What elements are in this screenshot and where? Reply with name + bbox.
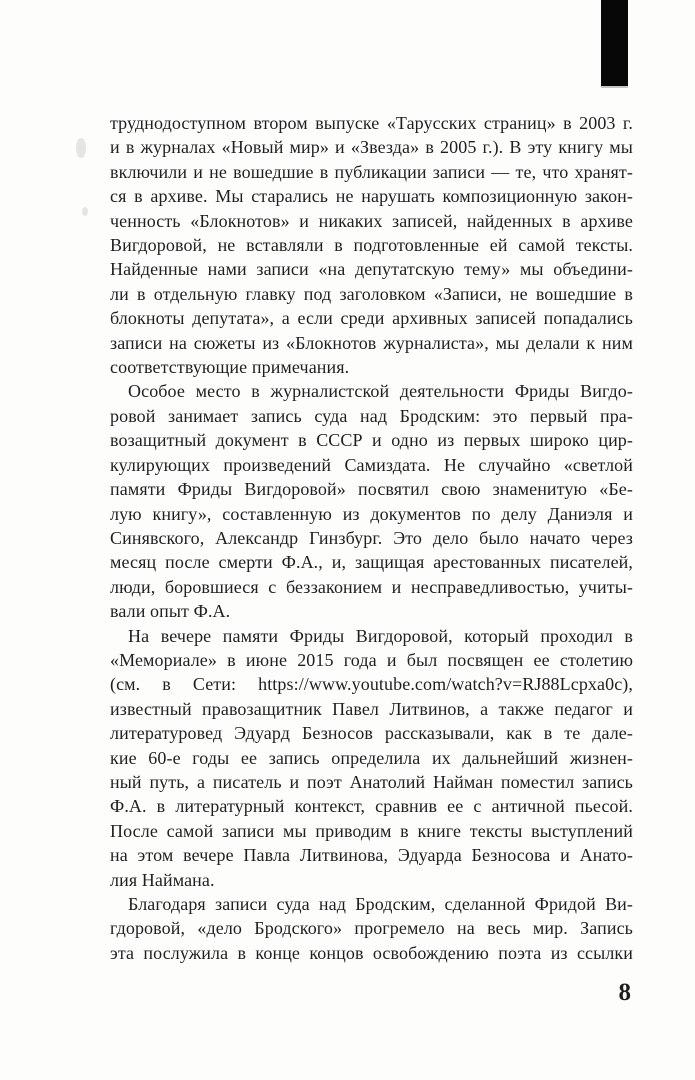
text-line: кулирующих произведений Самиздата. Не случайно «светлой — [110, 454, 633, 475]
text-line: известный правозащитник Павел Литвинов, а также педагог и — [110, 698, 633, 719]
text-block — [110, 111, 633, 965]
text-line: Благодаря записи суда над Бродским, сделанной Фридой Ви- — [128, 894, 633, 914]
text-line: вали опыт Ф.А. — [110, 601, 231, 622]
page-number: 8 — [618, 979, 631, 1006]
text-line: возащитный документ в СССР и одно из первых широко цир- — [110, 430, 633, 451]
text-line: и в журналах «Новый мир» и «Звезда» в 2005 г.). В эту книгу мы — [110, 137, 633, 158]
text-line: ный путь, а писатель и поэт Анатолий Найман поместил запись — [110, 771, 633, 792]
text-line: Синявского, Александр Гинзбург. Это дело было начато через — [110, 527, 633, 548]
text-line: труднодоступном втором выпуске «Тарусских страниц» в 2003 г. — [110, 113, 633, 133]
text-line: лую книгу», составленную из документов по делу Даниэля и — [110, 503, 633, 524]
text-line: включили и не вошедшие в публикации записи — те, что хранят- — [110, 161, 633, 182]
text-line: на этом вечере Павла Литвинова, Эдуарда Безносова и Анато- — [110, 845, 633, 866]
paragraph-2 — [110, 379, 633, 623]
text-line: ровой занимает запись суда над Бродским: это первый пра- — [110, 405, 633, 426]
text-line: эта послужила в конце концов освобождению поэта из ссылки — [110, 942, 633, 963]
text-line: (см. в Сети: https://www.youtube.com/watch?v=RJ88Lcpxa0c), — [110, 674, 633, 695]
text-line: гдоровой, «дело Бродского» прогремело на весь мир. Запись — [110, 918, 633, 939]
text-line: ченность «Блокнотов» и никаких записей, найденных в архиве — [110, 210, 633, 231]
paragraph-3 — [110, 624, 633, 892]
text-line: ли в отдельную главку под заголовком «Записи, не вошедшие в — [110, 283, 633, 304]
text-line: «Мемориале» в июне 2015 года и был посвящен ее столетию — [110, 649, 633, 670]
text-line: После самой записи мы приводим в книге тексты выступлений — [110, 820, 633, 841]
text-line: Ф.А. в литературный контекст, сравнив ее с античной пьесой. — [110, 796, 633, 817]
text-line: люди, боровшиеся с беззаконием и несправедливостью, учиты- — [110, 576, 633, 597]
text-line: блокноты депутата», а если среди архивных записей попадались — [110, 308, 633, 329]
text-line: записи на сюжеты из «Блокнотов журналиста», мы делали к ним — [110, 332, 633, 353]
text-line: Найденные нами записи «на депутатскую тему» мы объедини- — [110, 259, 633, 280]
text-line: ся в архиве. Мы старались не нарушать композиционную закон- — [110, 186, 633, 207]
text-line: соответствующие примечания. — [110, 357, 350, 378]
chapter-thumb-mark — [601, 0, 628, 86]
scan-artifact — [76, 138, 86, 158]
text-line: кие 60-е годы ее запись определила их дальнейший жизнен- — [110, 747, 633, 768]
text-line: памяти Фриды Вигдоровой» посвятил свою знаменитую «Бе- — [110, 479, 633, 500]
text-line: Особое место в журналистской деятельности Фриды Вигдо- — [128, 381, 633, 402]
paragraph-4 — [110, 892, 633, 965]
text-line: месяц после смерти Ф.А., и, защищая арестованных писателей, — [110, 552, 633, 573]
text-line: Вигдоровой, не вставляли в подготовленные ей самой тексты. — [110, 235, 633, 256]
text-line: лия Наймана. — [110, 869, 215, 890]
text-line: литературовед Эдуард Безносов рассказывали, как в те дале- — [110, 723, 633, 744]
text-line: На вечере памяти Фриды Вигдоровой, который проходил в — [128, 625, 633, 646]
paragraph-1 — [110, 111, 633, 379]
scan-artifact — [82, 207, 88, 216]
